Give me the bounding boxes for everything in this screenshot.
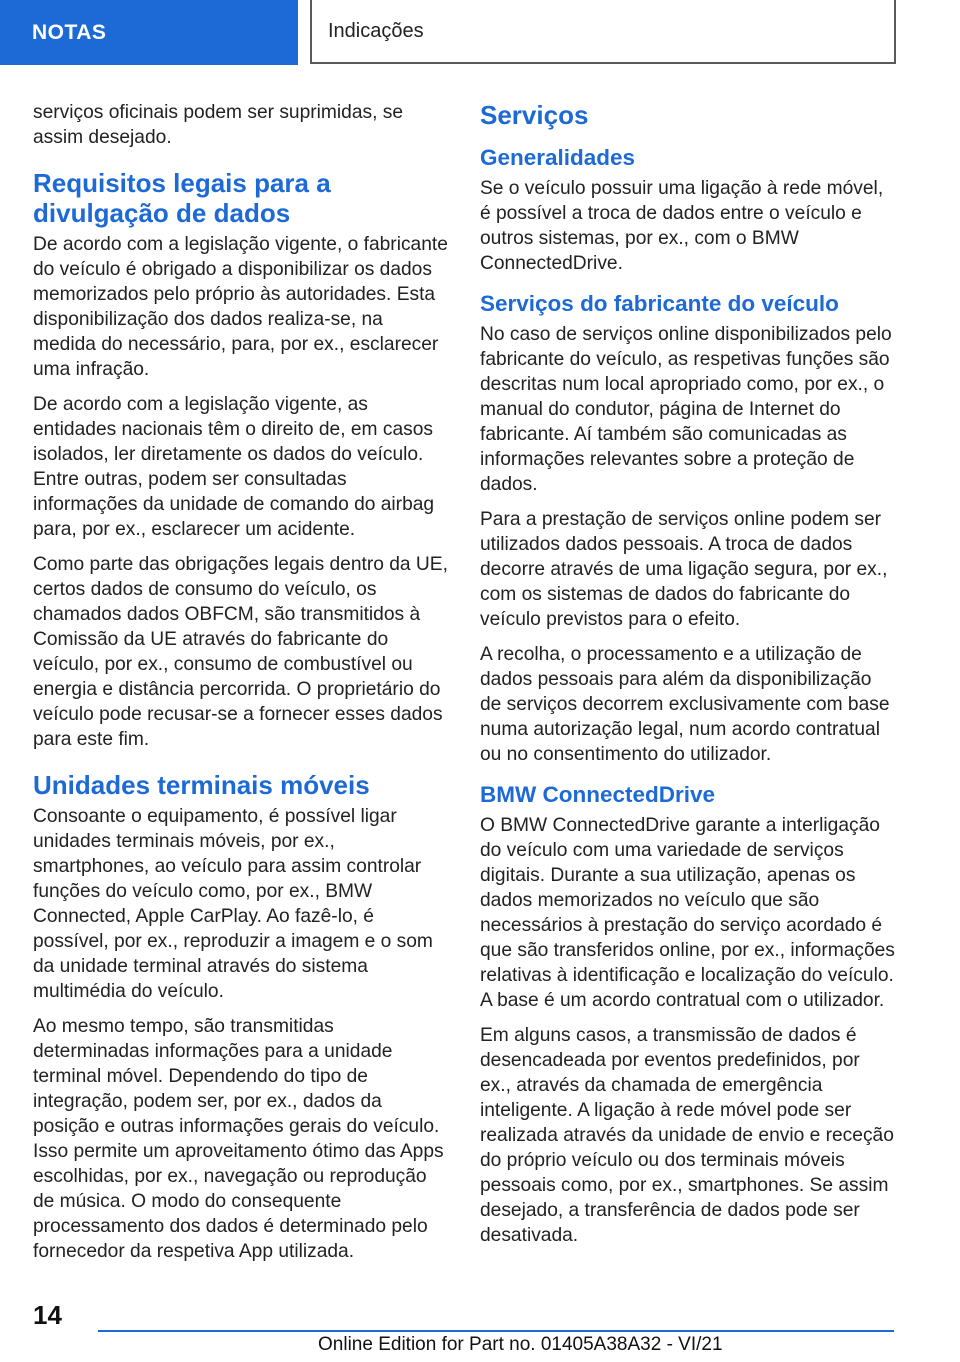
mobile-paragraph-2: Ao mesmo tempo, são transmitidas determinadas informações para a unidade terminal móvel. Dependendo do tipo de integração, podem ser, por ex., dados da posição e outras informações gerais do veículo. Isso permite um aproveitamento ótimo das Apps escolhidas, por ex., navegação ou reprodução de música. O modo do consequente processamento dos dados é determinado pelo fornecedor da respetiva App utilizada. <box>33 1016 444 1262</box>
general-heading: Generalidades <box>480 145 636 170</box>
edition-footer: Online Edition for Part no. 01405A38A32 - VI/21 <box>318 1334 723 1355</box>
services-heading: Serviços <box>480 100 589 130</box>
mobile-paragraph-1: Consoante o equipamento, é possível ligar unidades terminais móveis, por ex., smartphones, ao veículo para assim controlar funções do veículo como, por ex., BMW Connected, Apple CarPlay. Ao fazê-lo, é possível, por ex., reproduzir a imagem e o som da unidade terminal através do sistema multimédia do veículo. <box>33 806 433 1002</box>
page-number: 14 <box>33 1300 62 1330</box>
legal-paragraph-2: De acordo com a legislação vigente, as entidades nacionais têm o direito de, em casos isolados, ler diretamente os dados do veículo. Entre outras, podem ser consultadas informações da unidade de comando do airbag para, por ex., esclarecer um acidente. <box>33 394 435 540</box>
section-tab: NOTAS <box>0 0 298 65</box>
intro-paragraph: serviços oficinais podem ser suprimidas, se assim desejado. <box>33 102 404 148</box>
legal-paragraph-1: De acordo com a legislação vigente, o fabricante do veículo é obrigado a disponibilizar os dados memorizados pelo próprio às autoridades. Esta disponibilização dos dados realiza-se, na medida do necessário, para, por ex., esclarecer uma infração. <box>33 234 448 380</box>
manufacturer-paragraph-2: Para a prestação de serviços online podem ser utilizados dados pessoais. A troca de dados decorre através de uma ligação segura, por ex., com os sistemas de dados do fabricante do veículo previstos para o efeito. <box>480 509 888 630</box>
connected-paragraph-1: O BMW ConnectedDrive garante a interligação do veículo com uma variedade de serviços digitais. Durante a sua utilização, apenas os dados memorizados no veículo que são necessários à prestação do serviço acordado é que são transferidos online, por ex., informações relativas à identificação e localização do veículo. A base é um acordo contratual com o utilizador. <box>480 815 895 1011</box>
manufacturer-heading: Serviços do fabricante do veículo <box>480 291 839 316</box>
mobile-heading: Unidades terminais móveis <box>33 770 370 800</box>
legal-heading: Requisitos legais para a divulgação de dados <box>33 168 331 228</box>
manufacturer-paragraph-1: No caso de serviços online disponibilizados pelo fabricante do veículo, as respetivas funções são descritas num local apropriado como, por ex., o manual do condutor, página de Internet do fabricante. Aí também são comunicadas as informações relevantes sobre a proteção de dados. <box>480 324 892 495</box>
left-column <box>33 100 448 1274</box>
right-column <box>480 100 895 1258</box>
connected-paragraph-2: Em alguns casos, a transmissão de dados é desencadeada por eventos predefinidos, por ex., através da chamada de emergência inteligente. A ligação à rede móvel pode ser realizada através da unidade de envio e receção do próprio veículo ou dos terminais móveis pessoais como, por ex., smartphones. Se assim desejado, a transferência de dados pode ser desativada. <box>480 1025 894 1246</box>
chapter-title: Indicações <box>310 0 896 64</box>
general-paragraph: Se o veículo possuir uma ligação à rede móvel, é possível a troca de dados entre o veículo e outros sistemas, por ex., com o BMW ConnectedDrive. <box>480 178 884 274</box>
legal-paragraph-3: Como parte das obrigações legais dentro da UE, certos dados de consumo do veículo, os chamados dados OBFCM, são transmitidos à Comissão da UE através do fabricante do veículo, por ex., consumo de combustível ou energia e distância percorrida. O proprietário do veículo pode recusar-se a fornecer esses dados para este fim. <box>33 554 448 750</box>
manufacturer-paragraph-3: A recolha, o processamento e a utilização de dados pessoais para além da disponibilização de serviços decorrem exclusivamente com base numa autorização legal, num acordo contratual ou no consentimento do utilizador. <box>480 644 890 765</box>
connected-heading: BMW ConnectedDrive <box>480 782 716 807</box>
footer-rule <box>98 1330 894 1332</box>
